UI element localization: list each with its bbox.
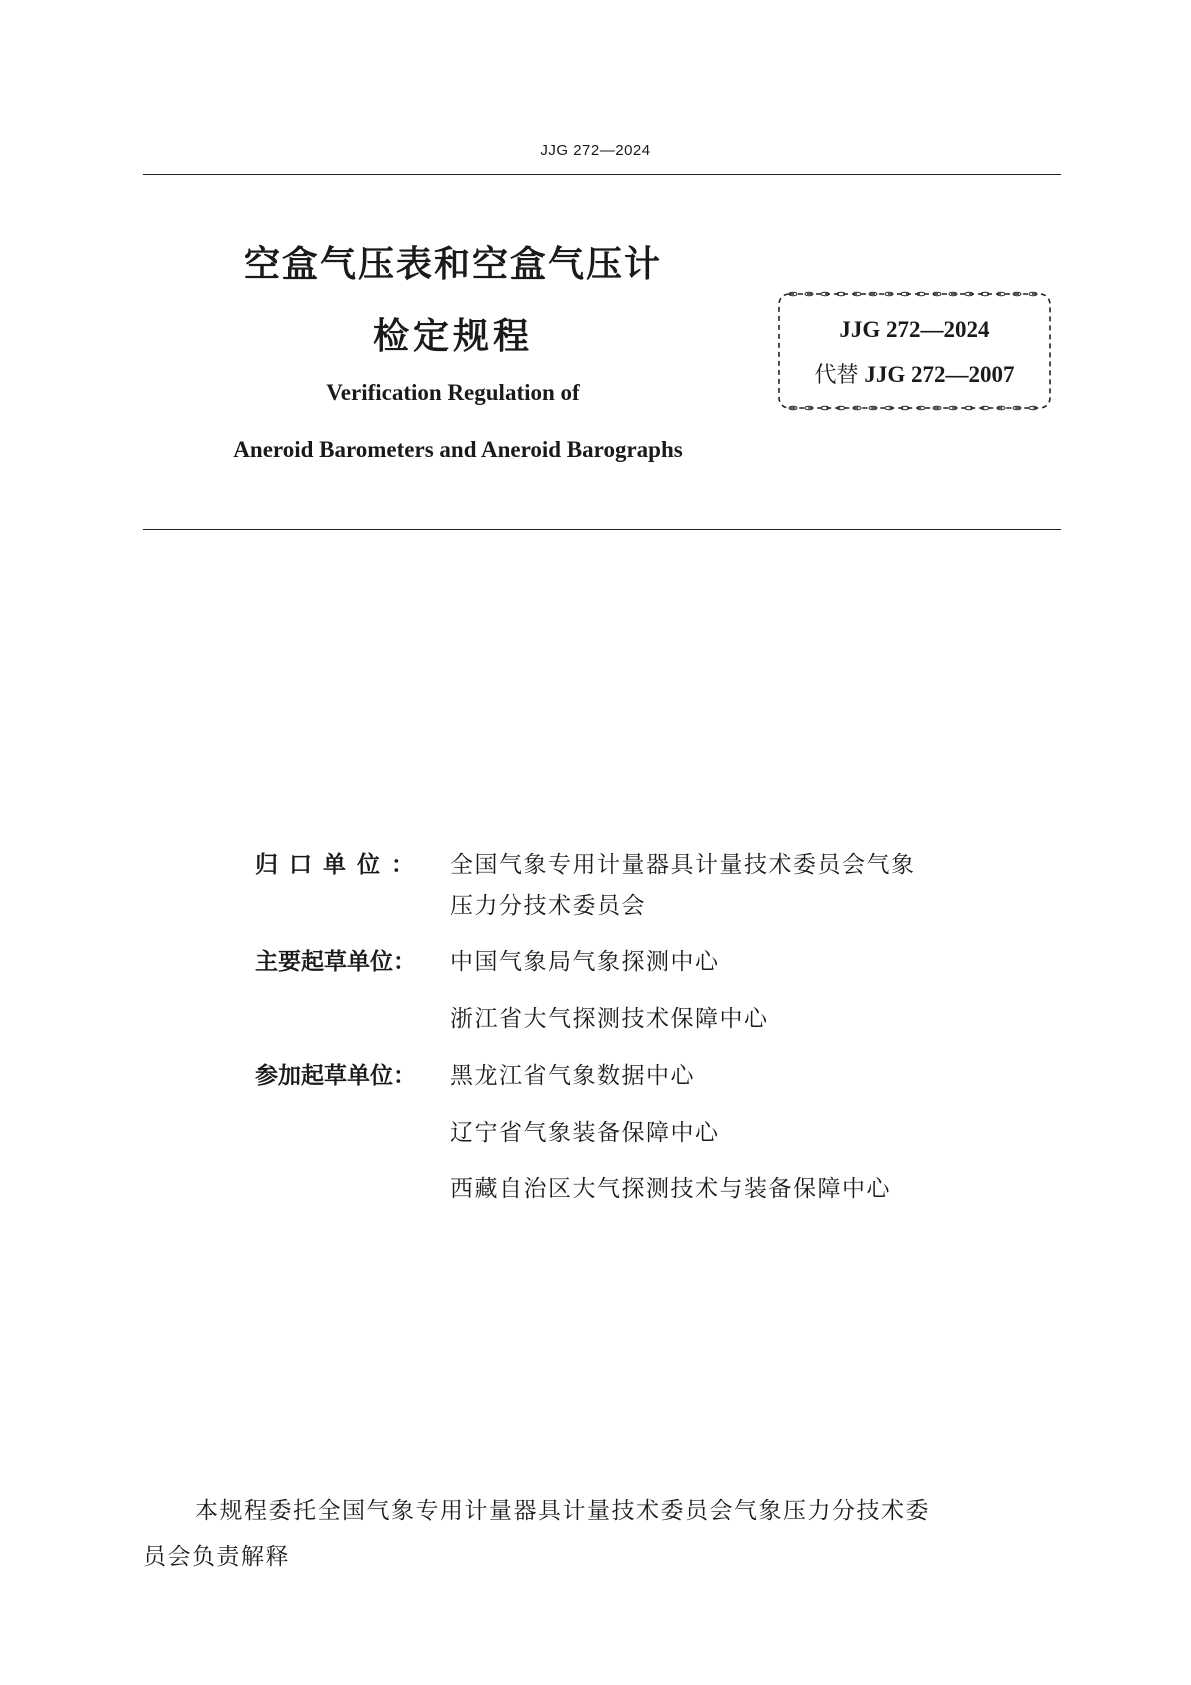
header-rule: [143, 174, 1061, 175]
participating-drafting-label: 参加起草单位：: [255, 1063, 416, 1089]
main-drafting-unit-2: 浙江省大气探测技术保障中心: [450, 1006, 769, 1032]
decorative-border-icon: [775, 290, 1054, 412]
replaces-prefix: 代替: [814, 363, 859, 388]
replaces-line: [775, 358, 1054, 389]
main-drafting-unit-1: 中国气象局气象探测中心: [450, 949, 720, 975]
replaces-code: JJG 272—2007: [864, 362, 1015, 387]
participating-drafting-unit-1: 黑龙江省气象数据中心: [450, 1063, 695, 1089]
responsible-unit-line2: 压力分技术委员会: [450, 893, 646, 919]
responsible-unit-line1: 全国气象专用计量器具计量技术委员会气象: [450, 852, 916, 878]
standard-number-box: [775, 290, 1054, 412]
standard-code: JJG 272—2024: [839, 317, 990, 342]
responsible-unit-label: 归口单位：: [255, 852, 425, 878]
participating-drafting-unit-2: 辽宁省气象装备保障中心: [450, 1120, 720, 1146]
participating-drafting-unit-3: 西藏自治区大气探测技术与装备保障中心: [450, 1176, 891, 1202]
interpretation-note-line1: 本规程委托全国气象专用计量器具计量技术委员会气象压力分技术委: [195, 1498, 930, 1524]
interpretation-note-line2: 员会负责解释: [143, 1544, 290, 1570]
title-cn-line2: 检定规程: [372, 316, 533, 357]
title-rule: [143, 529, 1061, 530]
title-en-line2: Aneroid Barometers and Aneroid Barographs: [233, 437, 683, 462]
title-en-line1: Verification Regulation of: [326, 380, 580, 405]
title-cn-line1: 空盒气压表和空盒气压计: [243, 244, 662, 285]
main-drafting-label: 主要起草单位：: [255, 949, 416, 975]
running-header-code: JJG 272—2024: [540, 142, 651, 159]
